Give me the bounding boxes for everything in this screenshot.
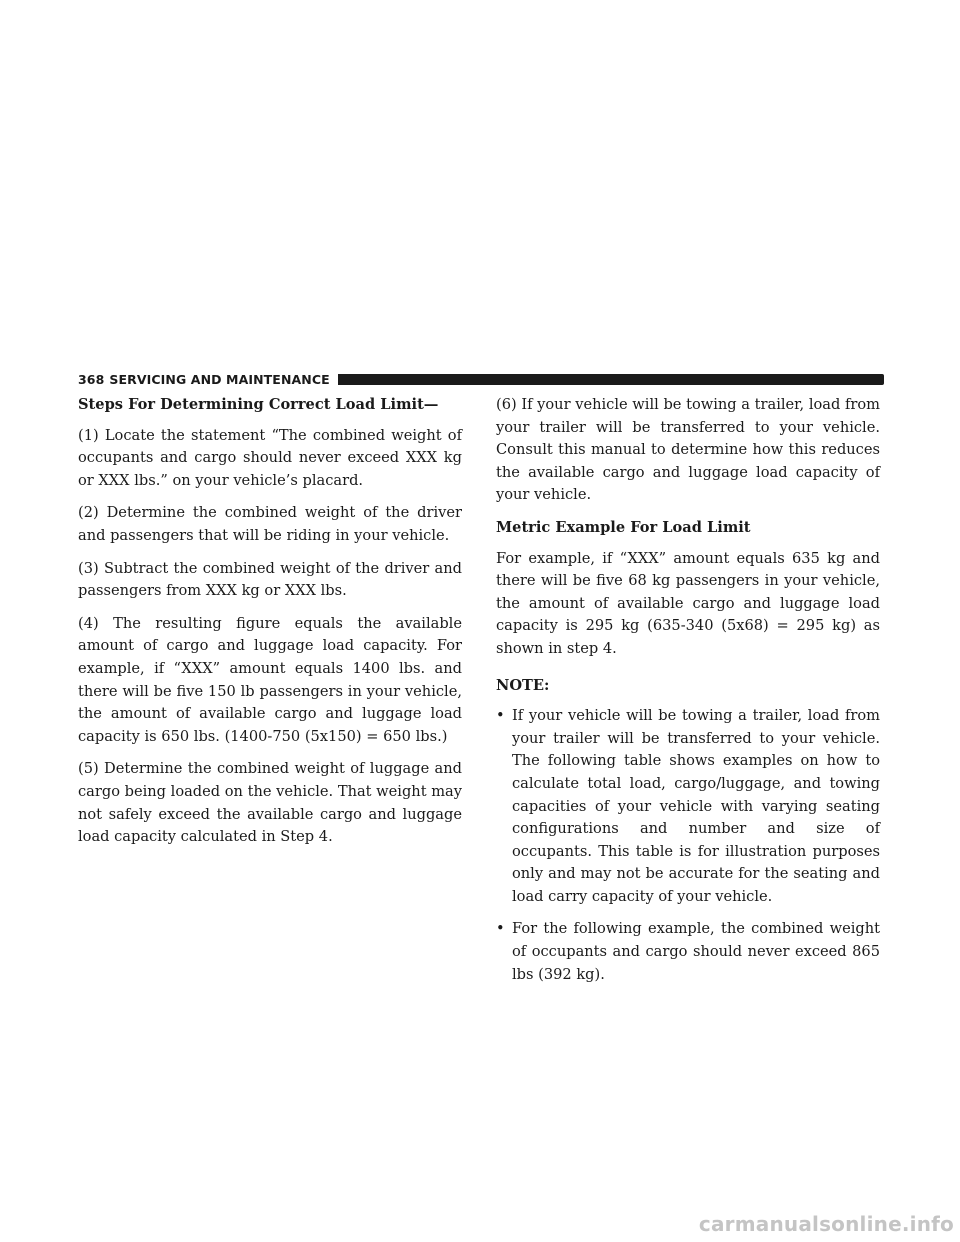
note-label: NOTE: [496, 676, 550, 694]
left-column [78, 394, 462, 859]
page-header [78, 368, 884, 390]
note-bullet-item [496, 705, 880, 908]
metric-example-paragraph: For example, if “XXX” amount equals 635 kg and there will be five 68 kg passengers in your vehicle, the amount of available cargo and luggage load capacity is 295 kg (635-340 (5x68) = 295 kg) as shown in step 4. [496, 549, 880, 657]
header-rule [338, 374, 884, 385]
watermark-link[interactable]: carmanualsonline.info [698, 1212, 954, 1236]
step-5-paragraph: (5) Determine the combined weight of luggage and cargo being loaded on the vehicle. That weight may not safely exceed the available cargo and luggage load capacity calculated in Step 4. [78, 760, 462, 846]
step-2-paragraph: (2) Determine the combined weight of the driver and passengers that will be riding in your vehicle. [78, 504, 462, 544]
step-4-paragraph: (4) The resulting figure equals the available amount of cargo and luggage load capacity. For example, if “XXX” amount equals 1400 lbs. and there will be five 150 lb passengers in your vehicle, the amount of available cargo and luggage load capacity is 650 lbs. (1400-750 (5x150) = 650 lbs.) [78, 614, 462, 745]
note-bullet-text: For the following example, the combined weight of occupants and cargo should never exceed 865 lbs (392 kg). [512, 920, 880, 983]
bullet-icon: • [496, 920, 505, 938]
page-number: 368 [78, 371, 105, 387]
step-1-paragraph: (1) Locate the statement “The combined weight of occupants and cargo should never exceed XXX kg or XXX lbs.” on your vehicle’s placard. [78, 426, 462, 489]
note-bullet-text: If your vehicle will be towing a trailer, load from your trailer will be transferred to your vehicle. The following table shows examples on how to calculate total load, cargo/luggage, and towing capacities of your vehicle with varying seating configurations and number and size of occupants. This table is for illustration purposes only and may not be accurate for the seating and load carry capacity of your vehicle. [512, 707, 880, 905]
section-title: SERVICING AND MAINTENANCE [109, 371, 330, 387]
section-heading: Steps For Determining Correct Load Limit— [78, 396, 439, 413]
step-3-paragraph: (3) Subtract the combined weight of the driver and passengers from XXX kg or XXX lbs. [78, 559, 462, 600]
right-column [496, 394, 880, 996]
note-bullet-list [496, 705, 880, 986]
metric-example-heading: Metric Example For Load Limit [496, 518, 751, 536]
bullet-icon: • [496, 707, 505, 725]
note-bullet-item [496, 918, 880, 986]
step-6-paragraph: (6) If your vehicle will be towing a trailer, load from your trailer will be transferred to your vehicle. Consult this manual to determine how this reduces the available cargo and luggage load capacity of your vehicle. [496, 396, 880, 504]
